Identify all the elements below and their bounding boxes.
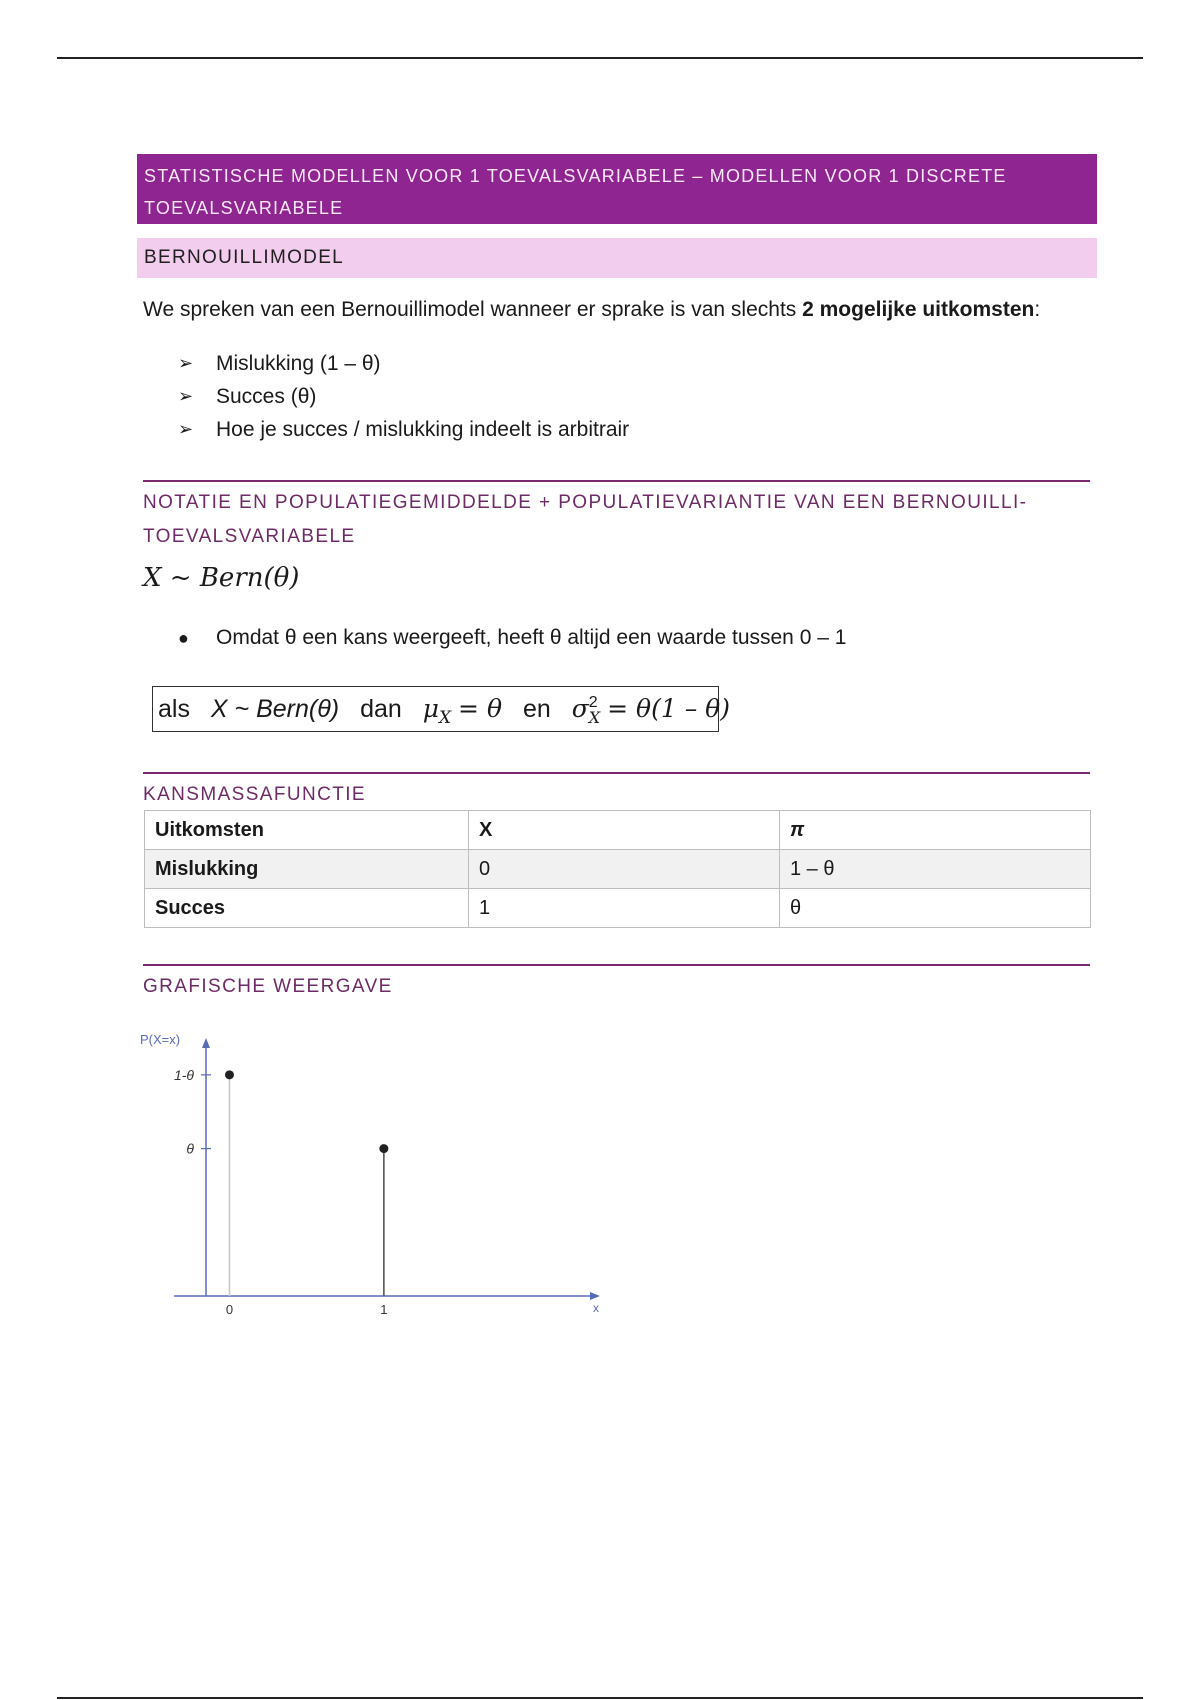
table-cell: 0	[469, 850, 780, 889]
formula-sigma: σ	[571, 694, 589, 723]
intro-text: We spreken van een Bernouillimodel wanneer er sprake is van slechts	[143, 298, 803, 321]
table-header-row	[145, 811, 1091, 850]
list-item	[178, 380, 629, 413]
bullet-icon: ●	[178, 628, 189, 648]
formula-dan: dan	[360, 695, 402, 723]
pmf-title: KANSMASSAFUNCTIE	[143, 784, 366, 805]
chapter-header	[137, 154, 1097, 224]
notation-title: NOTATIE EN POPULATIEGEMIDDELDE + POPULATIEVARIANTIE VAN EEN BERNOUILLI-TOEVALSVARIABELE	[143, 492, 1028, 547]
top-rule	[57, 57, 1143, 59]
list-item-text: Omdat θ een kans weergeeft, heeft θ altijd een waarde tussen 0 – 1	[216, 626, 847, 649]
list-item	[178, 622, 846, 654]
formula-sigma-scripts	[588, 694, 601, 728]
list-item	[178, 413, 629, 446]
bottom-rule	[57, 1697, 1143, 1699]
list-item-text: Hoe je succes / mislukking indeelt is arbitrair	[216, 418, 630, 441]
formula-mu: μ	[422, 694, 439, 723]
formula-distribution: X ~ Bern(θ)	[210, 695, 340, 723]
data-point	[379, 1144, 388, 1153]
outcome-list	[178, 347, 629, 446]
graph-title: GRAFISCHE WEERGAVE	[143, 976, 393, 997]
graph-section	[143, 964, 1090, 1004]
table-row	[145, 889, 1091, 928]
list-item	[178, 347, 629, 380]
formula-sigma-rhs: = θ(1 – θ)	[607, 694, 730, 723]
x-axis-arrow-icon	[590, 1292, 600, 1300]
x-tick-label: 1	[380, 1302, 388, 1317]
table-header-cell: π	[780, 811, 1091, 850]
formula-mu-rhs: = θ	[458, 694, 502, 723]
table-cell: 1 – θ	[780, 850, 1091, 889]
list-item-text: Mislukking (1 – θ)	[216, 352, 381, 375]
x-axis-label: x	[593, 1301, 599, 1315]
y-axis-label: P(X=x)	[140, 1032, 181, 1047]
y-axis-arrow-icon	[202, 1038, 210, 1048]
formula-als: als	[158, 695, 190, 723]
intro-colon: :	[1034, 298, 1041, 321]
intro-bold: 2 mogelijke uitkomsten	[802, 298, 1035, 321]
formula-sigma-sup: 2	[588, 694, 598, 712]
formula-mu-sub: X	[438, 708, 452, 728]
arrow-bullet-icon: ➢	[178, 419, 194, 439]
pmf-chart	[140, 1018, 610, 1318]
x-tick-label: 0	[225, 1302, 234, 1317]
formula-en: en	[522, 695, 551, 723]
section-title: BERNOUILLIMODEL	[144, 247, 345, 268]
table-header-cell: X	[469, 811, 780, 850]
notation-section	[143, 480, 1090, 554]
chapter-title: STATISTISCHE MODELLEN VOOR 1 TOEVALSVARIABELE – MODELLEN VOOR 1 DISCRETE TOEVALSVARIABELE	[144, 166, 1007, 218]
notation-bullets	[178, 622, 846, 654]
list-item-text: Succes (θ)	[216, 385, 317, 408]
table-cell: Mislukking	[145, 850, 469, 889]
table-header-cell: Uitkomsten	[145, 811, 469, 850]
table-cell: 1	[469, 889, 780, 928]
y-tick-label: θ	[186, 1140, 194, 1157]
distribution-formula: X ~ Bern(θ)	[143, 563, 300, 593]
table-cell: Succes	[145, 889, 469, 928]
formula-box	[152, 686, 730, 732]
section-header	[137, 238, 1097, 278]
arrow-bullet-icon: ➢	[178, 353, 194, 373]
pmf-table	[144, 810, 1091, 928]
data-point	[225, 1070, 234, 1079]
intro-paragraph	[143, 294, 1040, 326]
arrow-bullet-icon: ➢	[178, 386, 194, 406]
table-row	[145, 850, 1091, 889]
formula-sigma-sub: X	[588, 708, 601, 728]
pmf-section	[143, 772, 1090, 812]
y-tick-label: 1-θ	[173, 1066, 194, 1083]
table-cell: θ	[780, 889, 1091, 928]
